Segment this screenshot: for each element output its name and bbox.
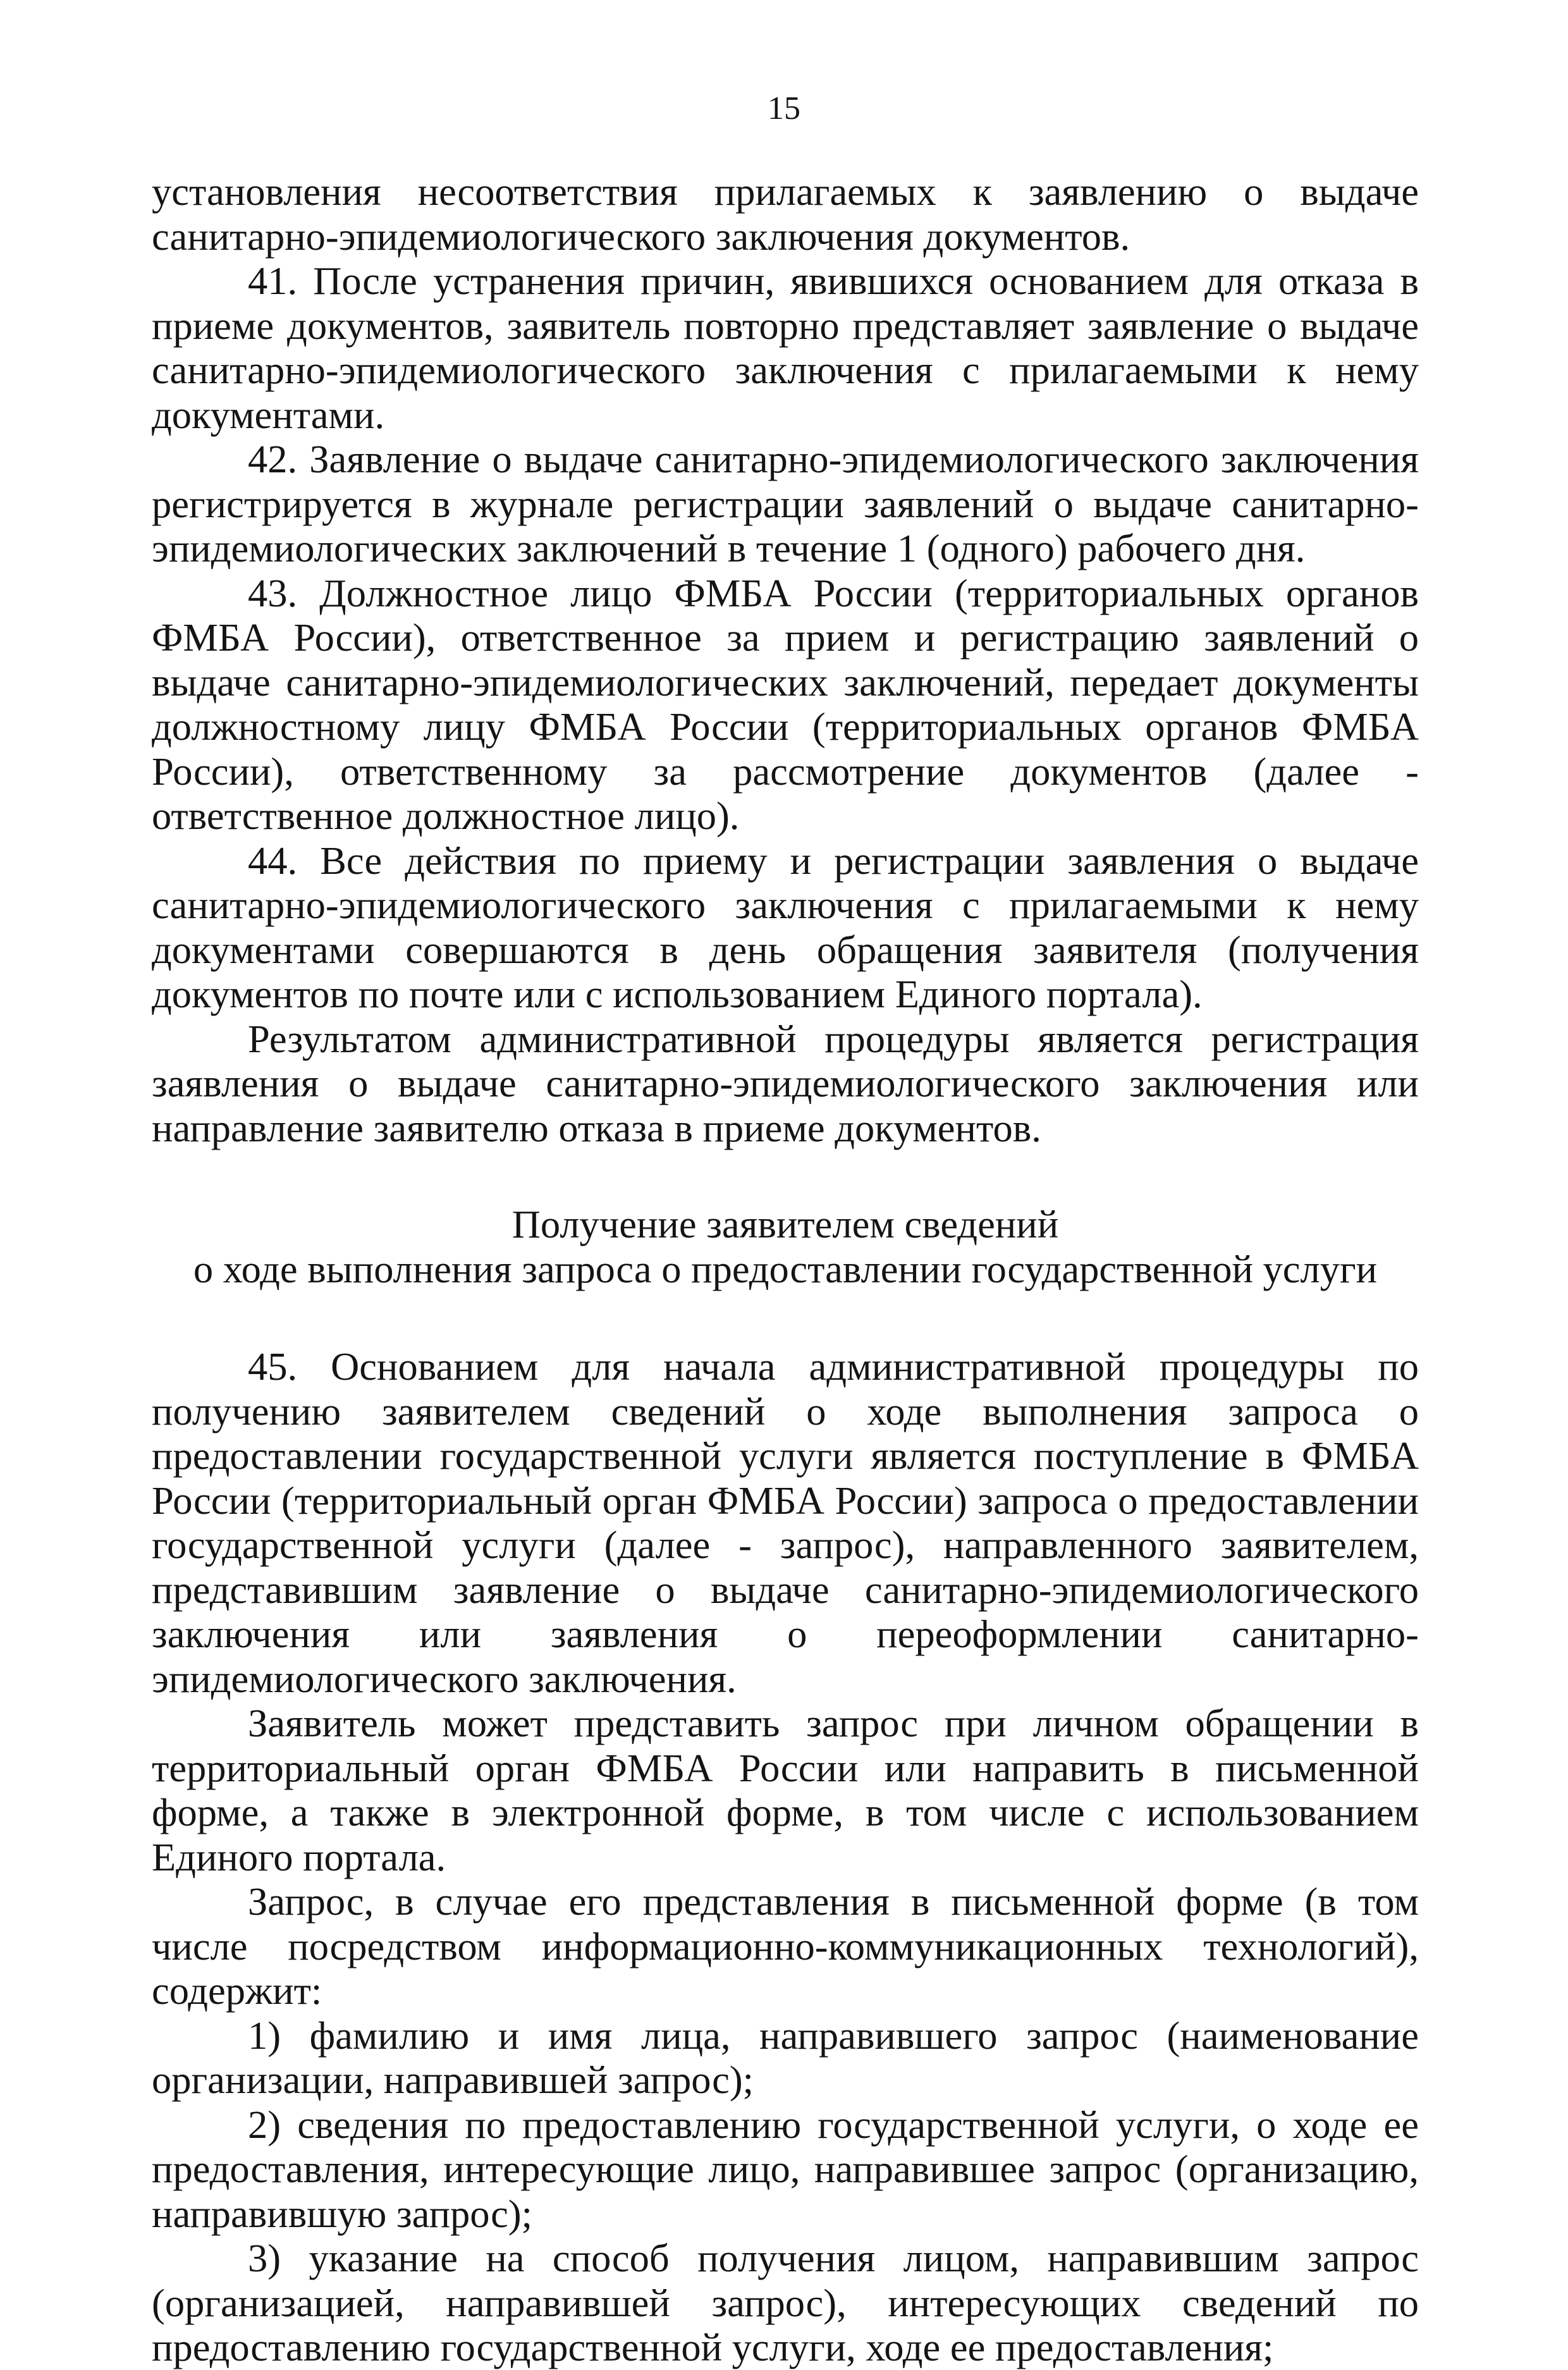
paragraph-42: 42. Заявление о выдаче санитарно-эпидемиологического заключения регистрируется в журнале регистрации заявлений о выдаче санитарно-эпидемиологических заключений в течение 1 (одного) рабочего дня. [152,437,1419,570]
page-number: 15 [768,90,800,126]
paragraph-result: Результатом административной процедуры является регистрация заявления о выдаче санитарно-эпидемиологического заключения или направление заявителю отказа в приеме документов. [152,1016,1419,1150]
paragraph-43: 43. Должностное лицо ФМБА России (территориальных органов ФМБА России), ответственное за прием и регистрацию заявлений о выдаче санитарно-эпидемиологических заключений, передает документы должностному лицу ФМБА России (территориальных органов ФМБА России), ответственному за рассмотрение документов (далее - ответственное должностное лицо). [152,570,1419,838]
paragraph-44: 44. Все действия по приему и регистрации заявления о выдаче санитарно-эпидемиологического заключения с прилагаемыми к нему документами совершаются в день обращения заявителя (получения документов по почте или с использованием Единого портала). [152,838,1419,1016]
paragraph-45: 45. Основанием для начала административной процедуры по получению заявителем сведений о ходе выполнения запроса о предоставлении государственной услуги является поступление в ФМБА России (территориальный орган ФМБА России) запроса о предоставлении государственной услуги (далее - запрос), направленного заявителем, представившим заявление о выдаче санитарно-эпидемиологического заключения или заявления о переоформлении санитарно-эпидемиологического заключения. [152,1344,1419,1701]
list-item-1: 1) фамилию и имя лица, направившего запрос (наименование организации, направившей запрос); [152,2013,1419,2102]
paragraph-continuation: установления несоответствия прилагаемых к заявлению о выдаче санитарно-эпидемиологического заключения документов. [152,169,1419,259]
section-heading-line-1: Получение заявителем сведений [511,1202,1059,1246]
section-heading-line-2: о ходе выполнения запроса о предоставлении государственной услуги [193,1246,1378,1291]
paragraph-applicant-request: Заявитель может представить запрос при личном обращении в территориальный орган ФМБА России или направить в письменной форме, а также в электронной форме, в том числе с использованием Единого портала. [152,1701,1419,1879]
section-heading [152,1202,1419,1291]
paragraph-41: 41. После устранения причин, явившихся основанием для отказа в приеме документов, заявитель повторно представляет заявление о выдаче санитарно-эпидемиологического заключения с прилагаемыми к нему документами. [152,259,1419,437]
document-body [152,169,1419,2370]
list-item-2: 2) сведения по предоставлению государственной услуги, о ходе ее предоставления, интересующие лицо, направившее запрос (организацию, направившую запрос); [152,2102,1419,2236]
paragraph-request-contents: Запрос, в случае его представления в письменной форме (в том числе посредством информационно-коммуникационных технологий), содержит: [152,1879,1419,2013]
list-item-3: 3) указание на способ получения лицом, направившим запрос (организацией, направившей запрос), интересующих сведений по предоставлению государственной услуги, ходе ее предоставления; [152,2236,1419,2369]
